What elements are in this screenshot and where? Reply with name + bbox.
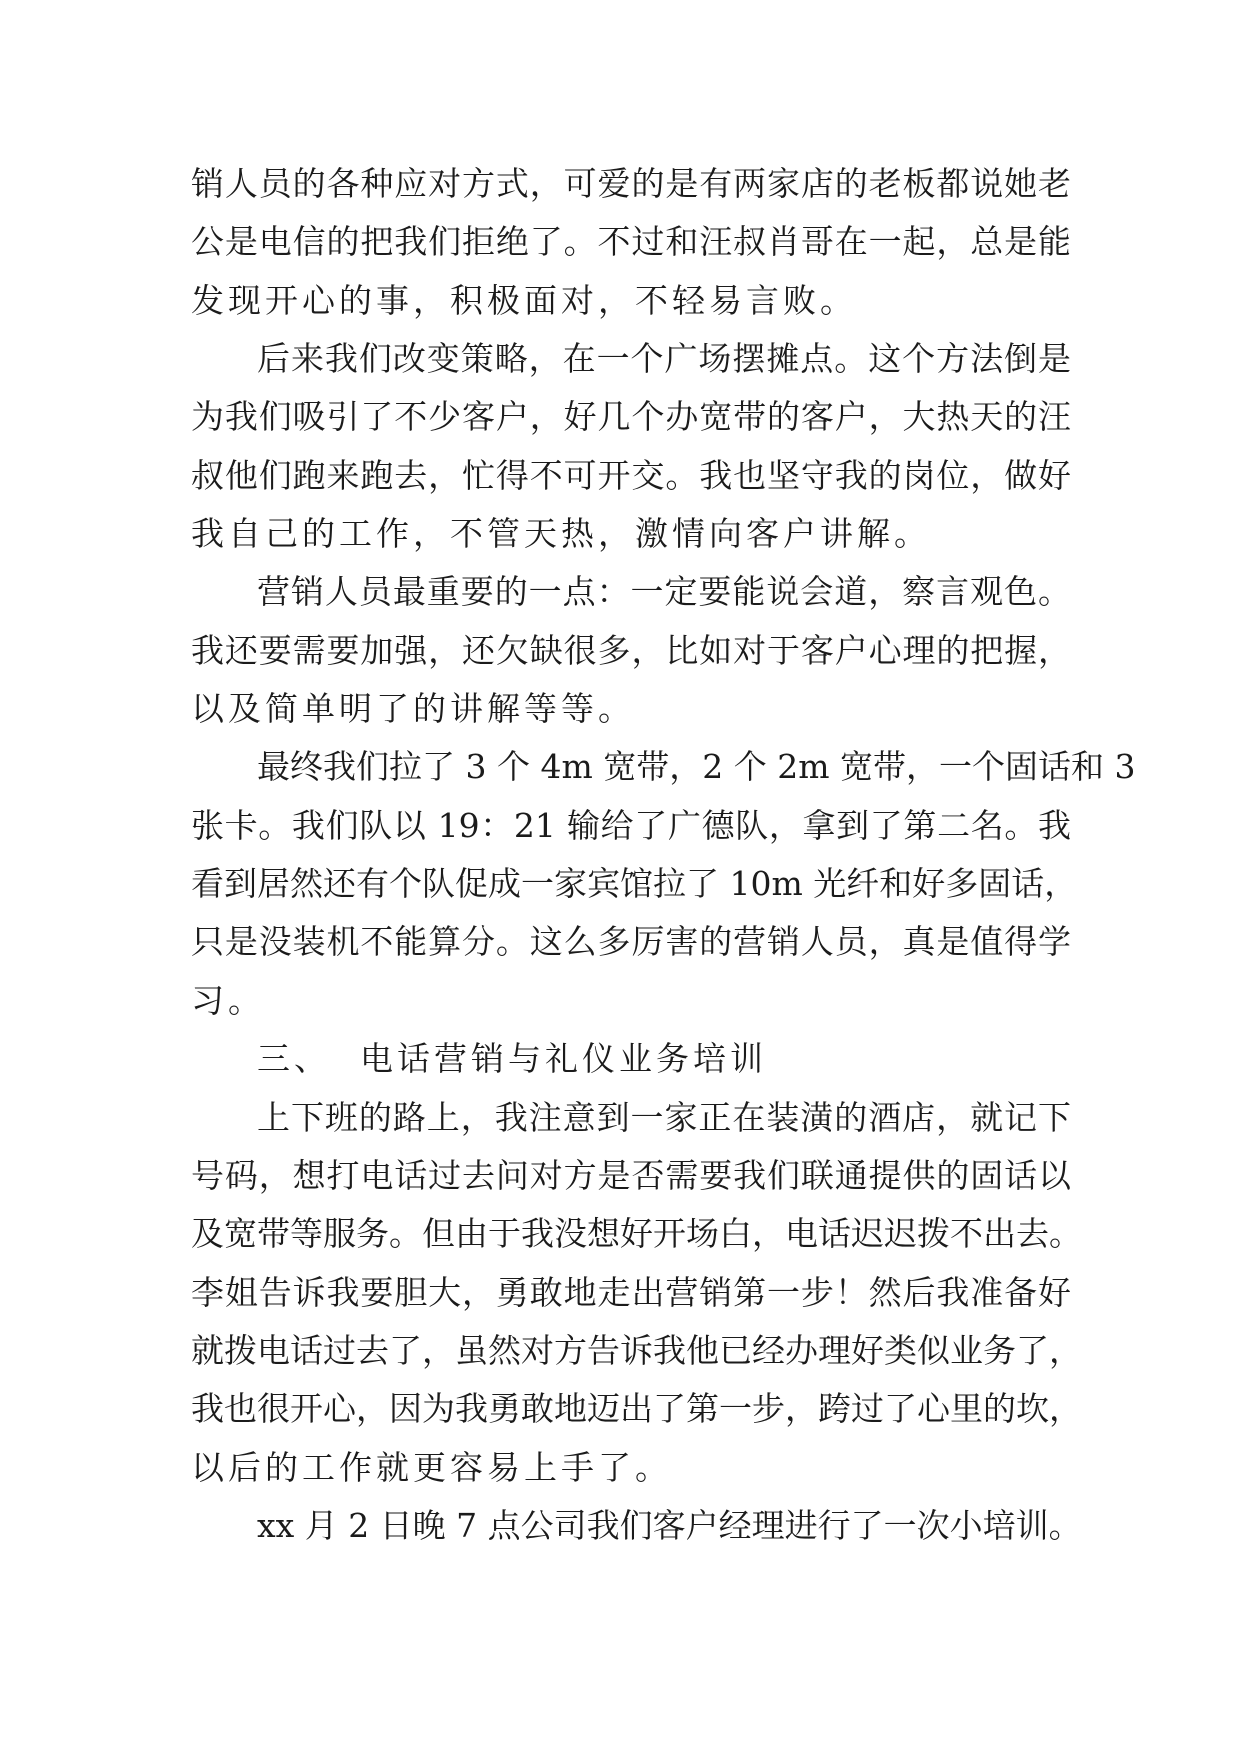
section-heading: 三、 电话营销与礼仪业务培训 [257,1039,767,1079]
paragraph-first-line: 后来我们改变策略，在一个广场摆摊点。这个方法倒是 [257,339,1071,379]
text-line: 以及简单明了的讲解等等。 [191,689,635,729]
paragraph-first-line: xx 月 2 日晚 7 点公司我们客户经理进行了一次小培训。 [257,1505,1082,1545]
text-line: 看到居然还有个队促成一家宾馆拉了 10m 光纤和好多固话， [191,864,1078,904]
text-line: 我自己的工作，不管天热，激情向客户讲解。 [191,514,931,554]
text-line: 为我们吸引了不少客户，好几个办宽带的客户，大热天的汪 [191,397,1071,437]
text-line: 我还要需要加强，还欠缺很多，比如对于客户心理的把握， [191,630,1071,670]
text-line: 以后的工作就更容易上手了。 [191,1447,672,1487]
text-line: 我也很开心，因为我勇敢地迈出了第一步，跨过了心里的坎， [191,1389,1082,1429]
text-line: 及宽带等服务。但由于我没想好开场白，电话迟迟拨不出去。 [191,1214,1082,1254]
text-line: 销人员的各种应对方式，可爱的是有两家店的老板都说她老 [191,164,1071,203]
text-line: 叔他们跑来跑去，忙得不可开交。我也坚守我的岗位，做好 [191,455,1071,495]
text-line: 发现开心的事，积极面对，不轻易言败。 [191,280,857,320]
text-line: 号码，想打电话过去问对方是否需要我们联通提供的固话以 [191,1155,1071,1195]
paragraph-first-line: 最终我们拉了 3 个 4m 宽带，2 个 2m 宽带，一个固话和 3 [257,747,1136,787]
paragraph-first-line: 营销人员最重要的一点：一定要能说会道，察言观色。 [257,572,1071,612]
text-line: 只是没装机不能算分。这么多厉害的营销人员，真是值得学 [191,922,1071,962]
paragraph-first-line: 上下班的路上，我注意到一家正在装潢的酒店，就记下 [257,1097,1071,1137]
text-line: 就拨电话过去了，虽然对方告诉我他已经办理好类似业务了， [191,1330,1082,1370]
text-line: 张卡。我们队以 19：21 输给了广德队，拿到了第二名。我 [191,805,1071,845]
text-line: 公是电信的把我们拒绝了。不过和汪叔肖哥在一起，总是能 [191,222,1071,262]
text-line: 习。 [191,980,265,1020]
text-line: 李姐告诉我要胆大，勇敢地走出营销第一步！然后我准备好 [191,1272,1071,1312]
document-body [191,155,1136,1555]
